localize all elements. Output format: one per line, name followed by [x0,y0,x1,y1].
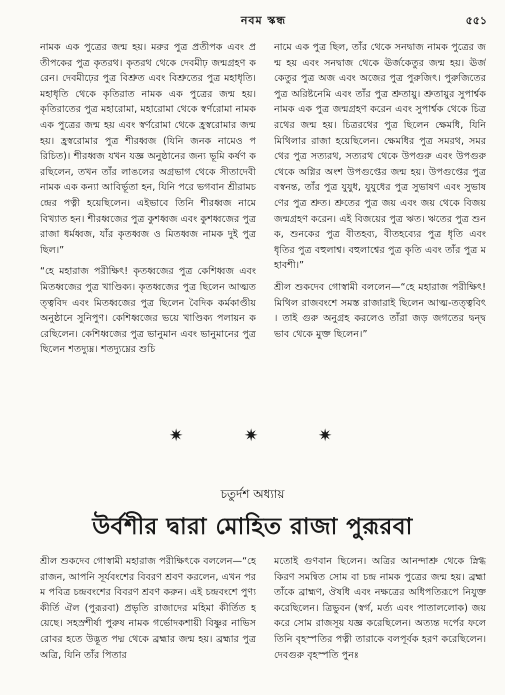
paragraph: “হে মহারাজ পরীক্ষিৎ! কৃতধ্বজের পুত্র কেশিধ্বজ এবং মিতধ্বজের পুত্র খাণ্ডিক্য। কৃতধ্বজের পুত্র ছিলেন আত্মতত্ত্ববিদ এবং মিতধ্বজের পুত্র ছিলেন বৈদিক কর্মকাণ্ডীয় অনুষ্ঠানে সুনিপুণ। কেশিধ্বজের ভয়ে খাণ্ডিক্য পলায়ন করেছিলেন। কেশিধ্বজের পুত্র ভানুমান এবং ভানুমানের পুত্র ছিলেন শতদ্যুম্ন। শতদ্যুম্নের শুচি [40,266,256,356]
chapter-body-right [274,554,486,684]
chapter-title: উর্বশীর দ্বারা মোহিত রাজা পুরূরবা [92,514,413,540]
asterism-icon: ✷ [244,426,259,446]
left-column-text [40,40,256,412]
paragraph: শ্রীল শুকদেব গোস্বামী বললেন—“হে মহারাজ পরীক্ষিৎ! মিথিল রাজবংশে সমস্ত রাজারাই ছিলেন আত্ম-তত্ত্ববিৎ। তাই গুরু অনুগ্রহ করলেও তাঁরা জড় জগতের দ্বন্দ্বভাব থেকে মুক্ত ছিলেন।” [274,281,486,340]
chapter-body-left [40,554,256,684]
page-number: ৫৫১ [465,14,487,27]
section-separator [0,426,505,446]
asterism-icon: ✷ [318,426,333,446]
paragraph: মতোই গুণবান ছিলেন। অত্রির আনন্দাশ্রু থেকে স্নিগ্ধ কিরণ সমন্বিত সোম বা চন্দ্র নামক পুত্রের জন্ম হয়। ব্রহ্মা তাঁকে ব্রাহ্মণ, ঔষধি এবং নক্ষত্রের অধিপতিরূপে নিযুক্ত করেছিলেন। ত্রিভুবন (স্বর্গ, মর্ত্য এবং পাতাললোক) জয় করে সোম রাজসূয় যজ্ঞ করেছিলেন। অত্যন্ত দর্পের ফলে তিনি বৃহস্পতির পত্নী তারাকে বলপূর্বক হরণ করেছিলেন। দেবগুরু বৃহস্পতি পুনঃ [274,556,486,661]
asterism-icon: ✷ [169,426,184,446]
running-head [40,12,487,30]
chapter-label: চতুর্দশ অধ্যায় [220,487,285,501]
paragraph: নামক এক পুত্রের জন্ম হয়। মরুর পুত্র প্রতীপক এবং প্রতীপকের পুত্র কৃতরথ। কৃতরথ থেকে দেবমীঢ় জন্মগ্রহণ করেন। দেবমীঢ়ের পুত্র বিশ্রুত এবং বিশ্রুতের পুত্র মহাধৃতি। মহাধৃতি থেকে কৃতিরাত নামক এক পুত্রের জন্ম হয়। কৃতিরাতের পুত্র মহারোমা, মহারোমা থেকে স্বর্ণরোমা নামক এক পুত্রের জন্ম হয় এবং স্বর্ণরোমা থেকে হ্রস্বরোমার জন্ম হয়। হ্রস্বরোমার পুত্র শীরধ্বজ (যিনি জনক নামেও পরিচিত)। শীরধ্বজ যখন যজ্ঞ অনুষ্ঠানের জন্য ভূমি কর্ষণ করছিলেন, তখন তাঁর লাঙলের অগ্রভাগ থেকে সীতাদেবী নামক এক কন্যা আবির্ভূতা হন, যিনি পরে ভগবান শ্রীরামচন্দ্রের পত্নী হয়েছিলেন। এইভাবে তিনি শীরধ্বজ নামে বিখ্যাত হন। শীরধ্বজের পুত্র কুশধ্বজ এবং কুশধ্বজের পুত্র রাজা ধর্মধ্বজ, যাঁর কৃতধ্বজ ও মিতধ্বজ নামক দুই পুত্র ছিল।” [40,42,256,256]
running-title: নবম স্কন্ধ [240,14,287,27]
right-column-text [274,40,486,412]
paragraph: শ্রীল শুকদেব গোস্বামী মহারাজ পরীক্ষিৎকে বললেন—“হে রাজন, আপনি সূর্যবংশের বিবরণ শ্রবণ করলেন, এখন পরম পবিত্র চন্দ্রবংশের বিবরণ শ্রবণ করুন। এই চন্দ্রবংশে পুণ্যকীর্তি ঐল (পুরূরবা) প্রভৃতি রাজাদের মহিমা কীর্তিত হয়েছে। সহস্রশীর্ষা পুরুষ নামক গর্ভোদকশায়ী বিষ্ণুর নাভিসরোবর হতে উদ্ভূত পদ্ম থেকে ব্রহ্মার জন্ম হয়। ব্রহ্মার পুত্র অত্রি, যিনি তাঁর পিতার [40,556,256,661]
paragraph: নামে এক পুত্র ছিল, তাঁর থেকে সনদ্বাজ নামক পুত্রের জন্ম হয় এবং সনদ্বাজ থেকে ঊর্জকেতুর জন্ম হয়। ঊর্জকেতুর পুত্র অজ এবং অজের পুত্র পুরুজিৎ। পুরুজিতের পুত্র অরিষ্টনেমি এবং তাঁর পুত্র শ্রুতায়ু। শ্রুতায়ুর সুপার্শ্বক নামক এক পুত্র জন্মগ্রহণ করেন এবং সুপার্শ্বক থেকে চিত্ররথের জন্ম হয়। চিত্ররথের পুত্র ছিলেন ক্ষেমধি, যিনি মিথিলার রাজা হয়েছিলেন। ক্ষেমধির পুত্র সমরথ, সমরথের পুত্র সত্যরথ, সত্যরথ থেকে উপগুরু এবং উপগুরু থেকে অগ্নির অংশ উপগুপ্তের জন্ম হয়। উপগুপ্তের পুত্র বস্বনন্ত, তাঁর পুত্র যুযুধ, যুযুধের পুত্র সুভাষণ এবং সুভাষণের পুত্র শ্রুত। শ্রুতের পুত্র জয় এবং জয় থেকে বিজয় জন্মগ্রহণ করেন। এই বিজয়ের পুত্র ঋত। ঋতের পুত্র শুনক, শুনকের পুত্র বীতহব্য, বীতহব্যের পুত্র ধৃতি এবং ধৃতির পুত্র বহুলাশ্ব। বহুলাশ্বের পুত্র কৃতি এবং তাঁর পুত্র মহাবশী।” [274,42,486,272]
